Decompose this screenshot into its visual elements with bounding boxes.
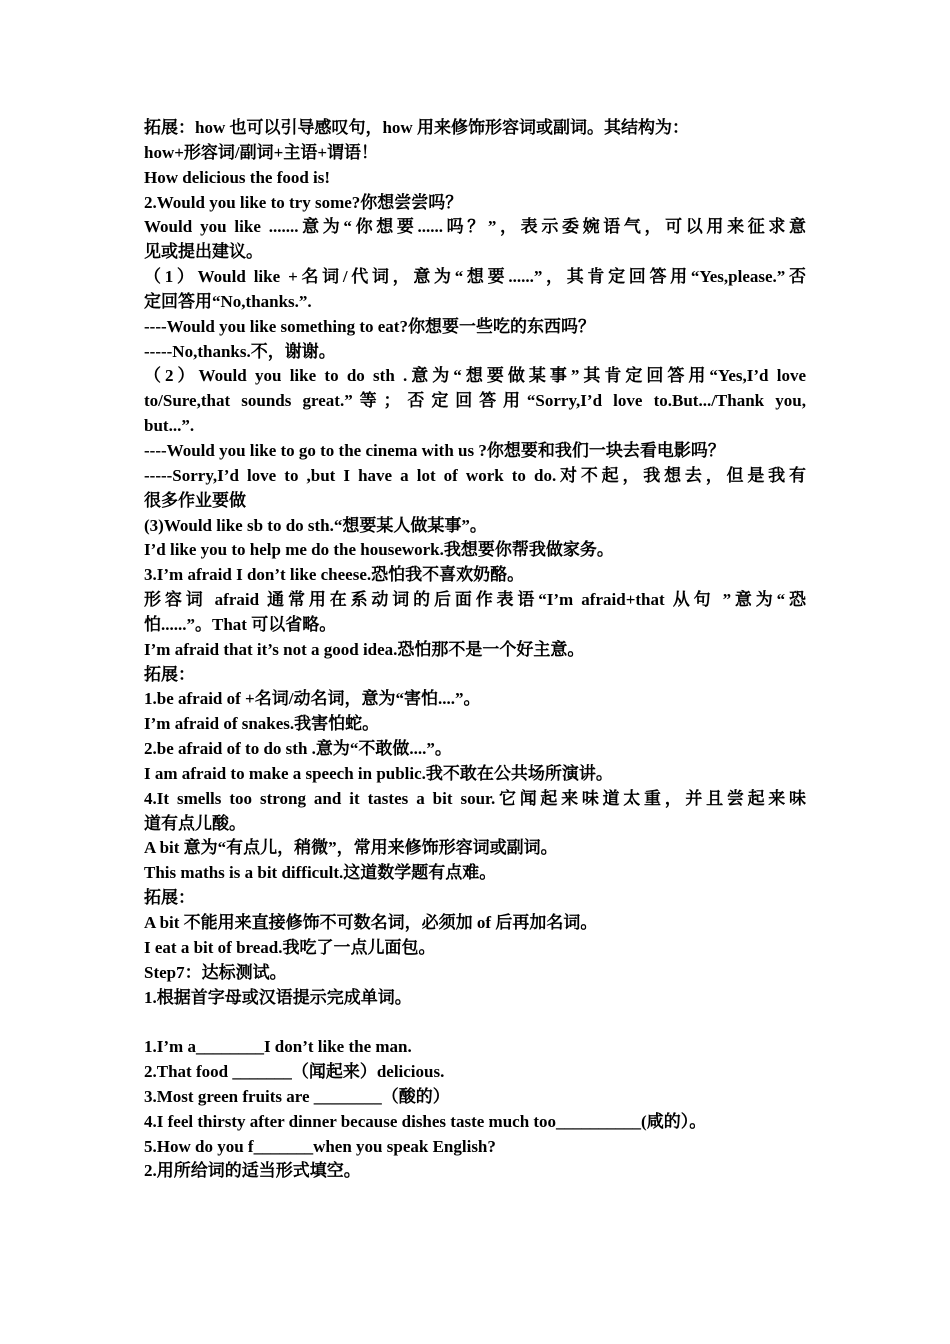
text-line: 2.be afraid of to do sth .意为“不敢做....”。	[144, 739, 452, 759]
text-line: 5.How do you f_______when you speak English?	[144, 1136, 496, 1156]
text-line: I’m afraid that it’s not a good idea.恐怕那不是一个好主意。	[144, 639, 585, 659]
text-line: （2）Would you like to do sth .意为“想要做某事”其肯定回答用“Yes,I’d love	[144, 366, 806, 386]
text-line: to/Sure,that sounds great.”等；否定回答用“Sorry,I’d love to.But.../Thank you,	[144, 391, 806, 411]
text-line: 拓展：	[144, 664, 195, 684]
text-line: 怕......”。That 可以省略。	[144, 614, 337, 634]
text-line: A bit 意为“有点儿，稍微”，常用来修饰形容词或副词。	[144, 838, 558, 858]
text-line: 4.I feel thirsty after dinner because dishes taste much too__________(咸的）。	[144, 1111, 707, 1131]
text-line: -----Sorry,I’d love to ,but I have a lot of work to do.对不起，我想去，但是我有	[144, 465, 806, 485]
text-line: This maths is a bit difficult.这道数学题有点难。	[144, 863, 497, 883]
text-line: How delicious the food is!	[144, 167, 331, 187]
document-page	[144, 116, 806, 1184]
text-line: Would you like .......意为“你想要......吗？”，表示委婉语气，可以用来征求意	[144, 217, 806, 237]
text-line: -----No,thanks.不，谢谢。	[144, 341, 336, 361]
text-line: ----Would you like something to eat?你想要一些吃的东西吗？	[144, 316, 595, 336]
text-line: 定回答用“No,thanks.”.	[144, 291, 312, 311]
text-line: 拓展：how 也可以引导感叹句，how 用来修饰形容词或副词。其结构为：	[144, 118, 689, 137]
text-line: 道有点儿酸。	[144, 813, 246, 833]
text-line: ----Would you like to go to the cinema with us ?你想要和我们一块去看电影吗？	[144, 440, 725, 460]
text-line: I am afraid to make a speech in public.我不敢在公共场所演讲。	[144, 763, 613, 783]
text-line: but...”.	[144, 416, 195, 436]
text-line: 2.Would you like to try some?你想尝尝吗？	[144, 192, 463, 212]
text-line: 4.It smells too strong and it tastes a bit sour.它闻起来味道太重，并且尝起来味	[144, 788, 806, 808]
text-line: 很多作业要做	[144, 490, 246, 510]
text-line: how+形容词/副词+主语+谓语！	[144, 142, 379, 162]
text-line: （1）Would like +名词/代词，意为“想要......”，其肯定回答用“Yes,please.”否	[144, 267, 806, 287]
text-line: 2.用所给词的适当形式填空。	[144, 1161, 361, 1181]
text-line: 1.I’m a________I don’t like the man.	[144, 1037, 412, 1057]
text-line: I eat a bit of bread.我吃了一点儿面包。	[144, 937, 436, 957]
text-line: 形容词 afraid 通常用在系动词的后面作表语“I’m afraid+that 从句 ”意为“恐	[144, 590, 806, 610]
blank-line	[144, 1010, 806, 1035]
text-line: 见或提出建议。	[144, 242, 263, 262]
text-line: 1.根据首字母或汉语提示完成单词。	[144, 987, 412, 1007]
text-line: 1.be afraid of +名词/动名词，意为“害怕....”。	[144, 689, 481, 709]
text-line: A bit 不能用来直接修饰不可数名词，必须加 of 后再加名词。	[144, 913, 598, 932]
text-line: (3)Would like sb to do sth.“想要某人做某事”。	[144, 515, 487, 535]
text-line: 拓展：	[144, 888, 195, 908]
text-line: 3.I’m afraid I don’t like cheese.恐怕我不喜欢奶酪。	[144, 565, 525, 585]
text-line: 3.Most green fruits are ________（酸的）	[144, 1086, 450, 1106]
text-line: I’d like you to help me do the housework.我想要你帮我做家务。	[144, 540, 614, 560]
text-line: I’m afraid of snakes.我害怕蛇。	[144, 714, 380, 734]
text-line: 2.That food _______（闻起来）delicious.	[144, 1062, 445, 1082]
text-line: Step7：达标测试。	[144, 962, 287, 982]
